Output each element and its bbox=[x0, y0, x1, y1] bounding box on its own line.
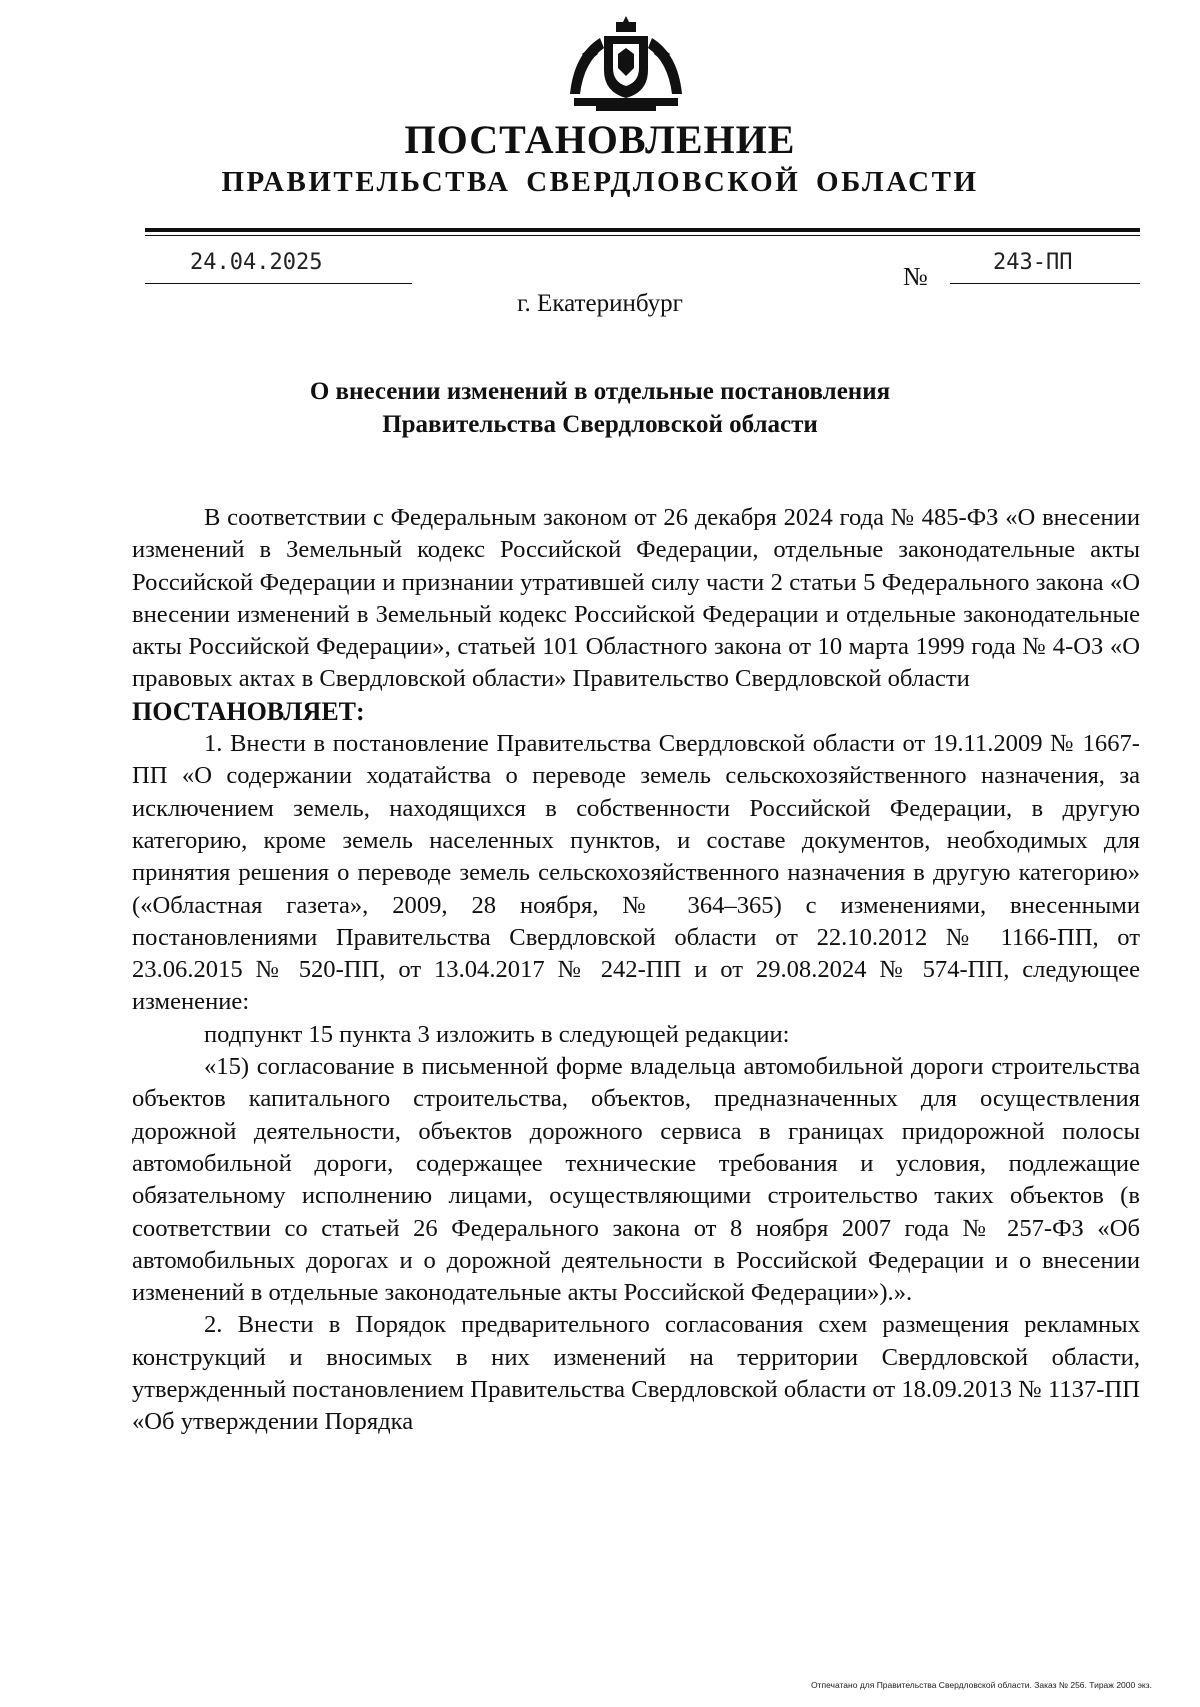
header-divider-thick bbox=[145, 228, 1140, 232]
heading-line-2: Правительства Свердловской области bbox=[382, 411, 818, 438]
header-divider-thin bbox=[145, 235, 1140, 236]
heading-line-1: О внесении изменений в отдельные постановления bbox=[309, 378, 891, 405]
print-footer: Отпечатано для Правительства Свердловской области. Заказ № 256. Тираж 2000 экз. bbox=[810, 1680, 1152, 1690]
item-1-paragraph: 1. Внести в постановление Правительства Свердловской области от 19.11.2009 № 1667-ПП «О содержании ходатайства о переводе земель сельскохозяйственного назначения, за исключением земель, находящихся в собственности Российской Федерации, в другую категорию, кроме земель населенных пунктов, и составе документов, необходимых для принятия решения о переводе земель сельскохозяйственного назначения в другую категорию» («Областная газета», 2009, 28 ноября, № 364–365) с изменениями, внесенными постановлениями Правительства Свердловской области от 22.10.2012 № 1166-ПП, от 23.06.2015 № 520-ПП, от 13.04.2017 № 242-ПП и от 29.08.2024 № 574-ПП, следующее изменение: bbox=[132, 730, 1140, 1016]
quoted-text-paragraph: «15) согласование в письменной форме владельца автомобильной дороги строительства объектов капитального строительства, объектов, предназначенных для осуществления дорожной деятельности, объектов дорожного сервиса в границах придорожной полосы автомобильной дороги, содержащее технические требования и условия, подлежащие обязательному исполнению лицами, осуществляющими строительство таких объектов (в соответствии со статьей 26 Федерального закона от 8 ноября 2007 года № 257-ФЗ «Об автомобильных дорогах и о дорожной деятельности в Российской Федерации и о внесении изменений в отдельные законодательные акты Российской Федерации»).». bbox=[132, 1053, 1140, 1307]
document-type-title: ПОСТАНОВЛЕНИЕ bbox=[404, 117, 796, 162]
number-sign: № bbox=[903, 262, 928, 291]
preamble-paragraph: В соответствии с Федеральным законом от 26 декабря 2024 года № 485-ФЗ «О внесении изменений в Земельный кодекс Российской Федерации, отдельные законодательные акты Российской Федерации и признании утратившей силу части 2 статьи 5 Федерального закона «О внесении изменений в Земельный кодекс Российской Федерации и отдельные законодательные акты Российской Федерации», статьей 101 Областного закона от 10 марта 1999 года № 4-ОЗ «О правовых актах в Свердловской области» Правительство Свердловской области bbox=[132, 504, 1140, 693]
document-body bbox=[132, 502, 1140, 1439]
issuer-title: ПРАВИТЕЛЬСТВА СВЕРДЛОВСКОЙ ОБЛАСТИ bbox=[221, 166, 979, 198]
number-underline bbox=[950, 283, 1140, 284]
date-underline bbox=[145, 283, 412, 284]
document-city: г. Екатеринбург bbox=[517, 290, 683, 317]
document-date: 24.04.2025 bbox=[190, 250, 323, 275]
resolves-heading: ПОСТАНОВЛЯЕТ: bbox=[132, 696, 365, 726]
subitem-paragraph: подпункт 15 пункта 3 изложить в следующей редакции: bbox=[204, 1020, 790, 1048]
document-number: 243-ПП bbox=[993, 250, 1073, 275]
item-2-paragraph: 2. Внести в Порядок предварительного согласования схем размещения рекламных конструкций и вносимых в них изменений на территории Свердловской области, утвержденный постановлением Правительства Свердловской области от 18.09.2013 № 1137-ПП «Об утверждении Порядка bbox=[132, 1311, 1140, 1436]
document-heading bbox=[150, 375, 1050, 441]
coat-of-arms-icon bbox=[566, 14, 686, 114]
